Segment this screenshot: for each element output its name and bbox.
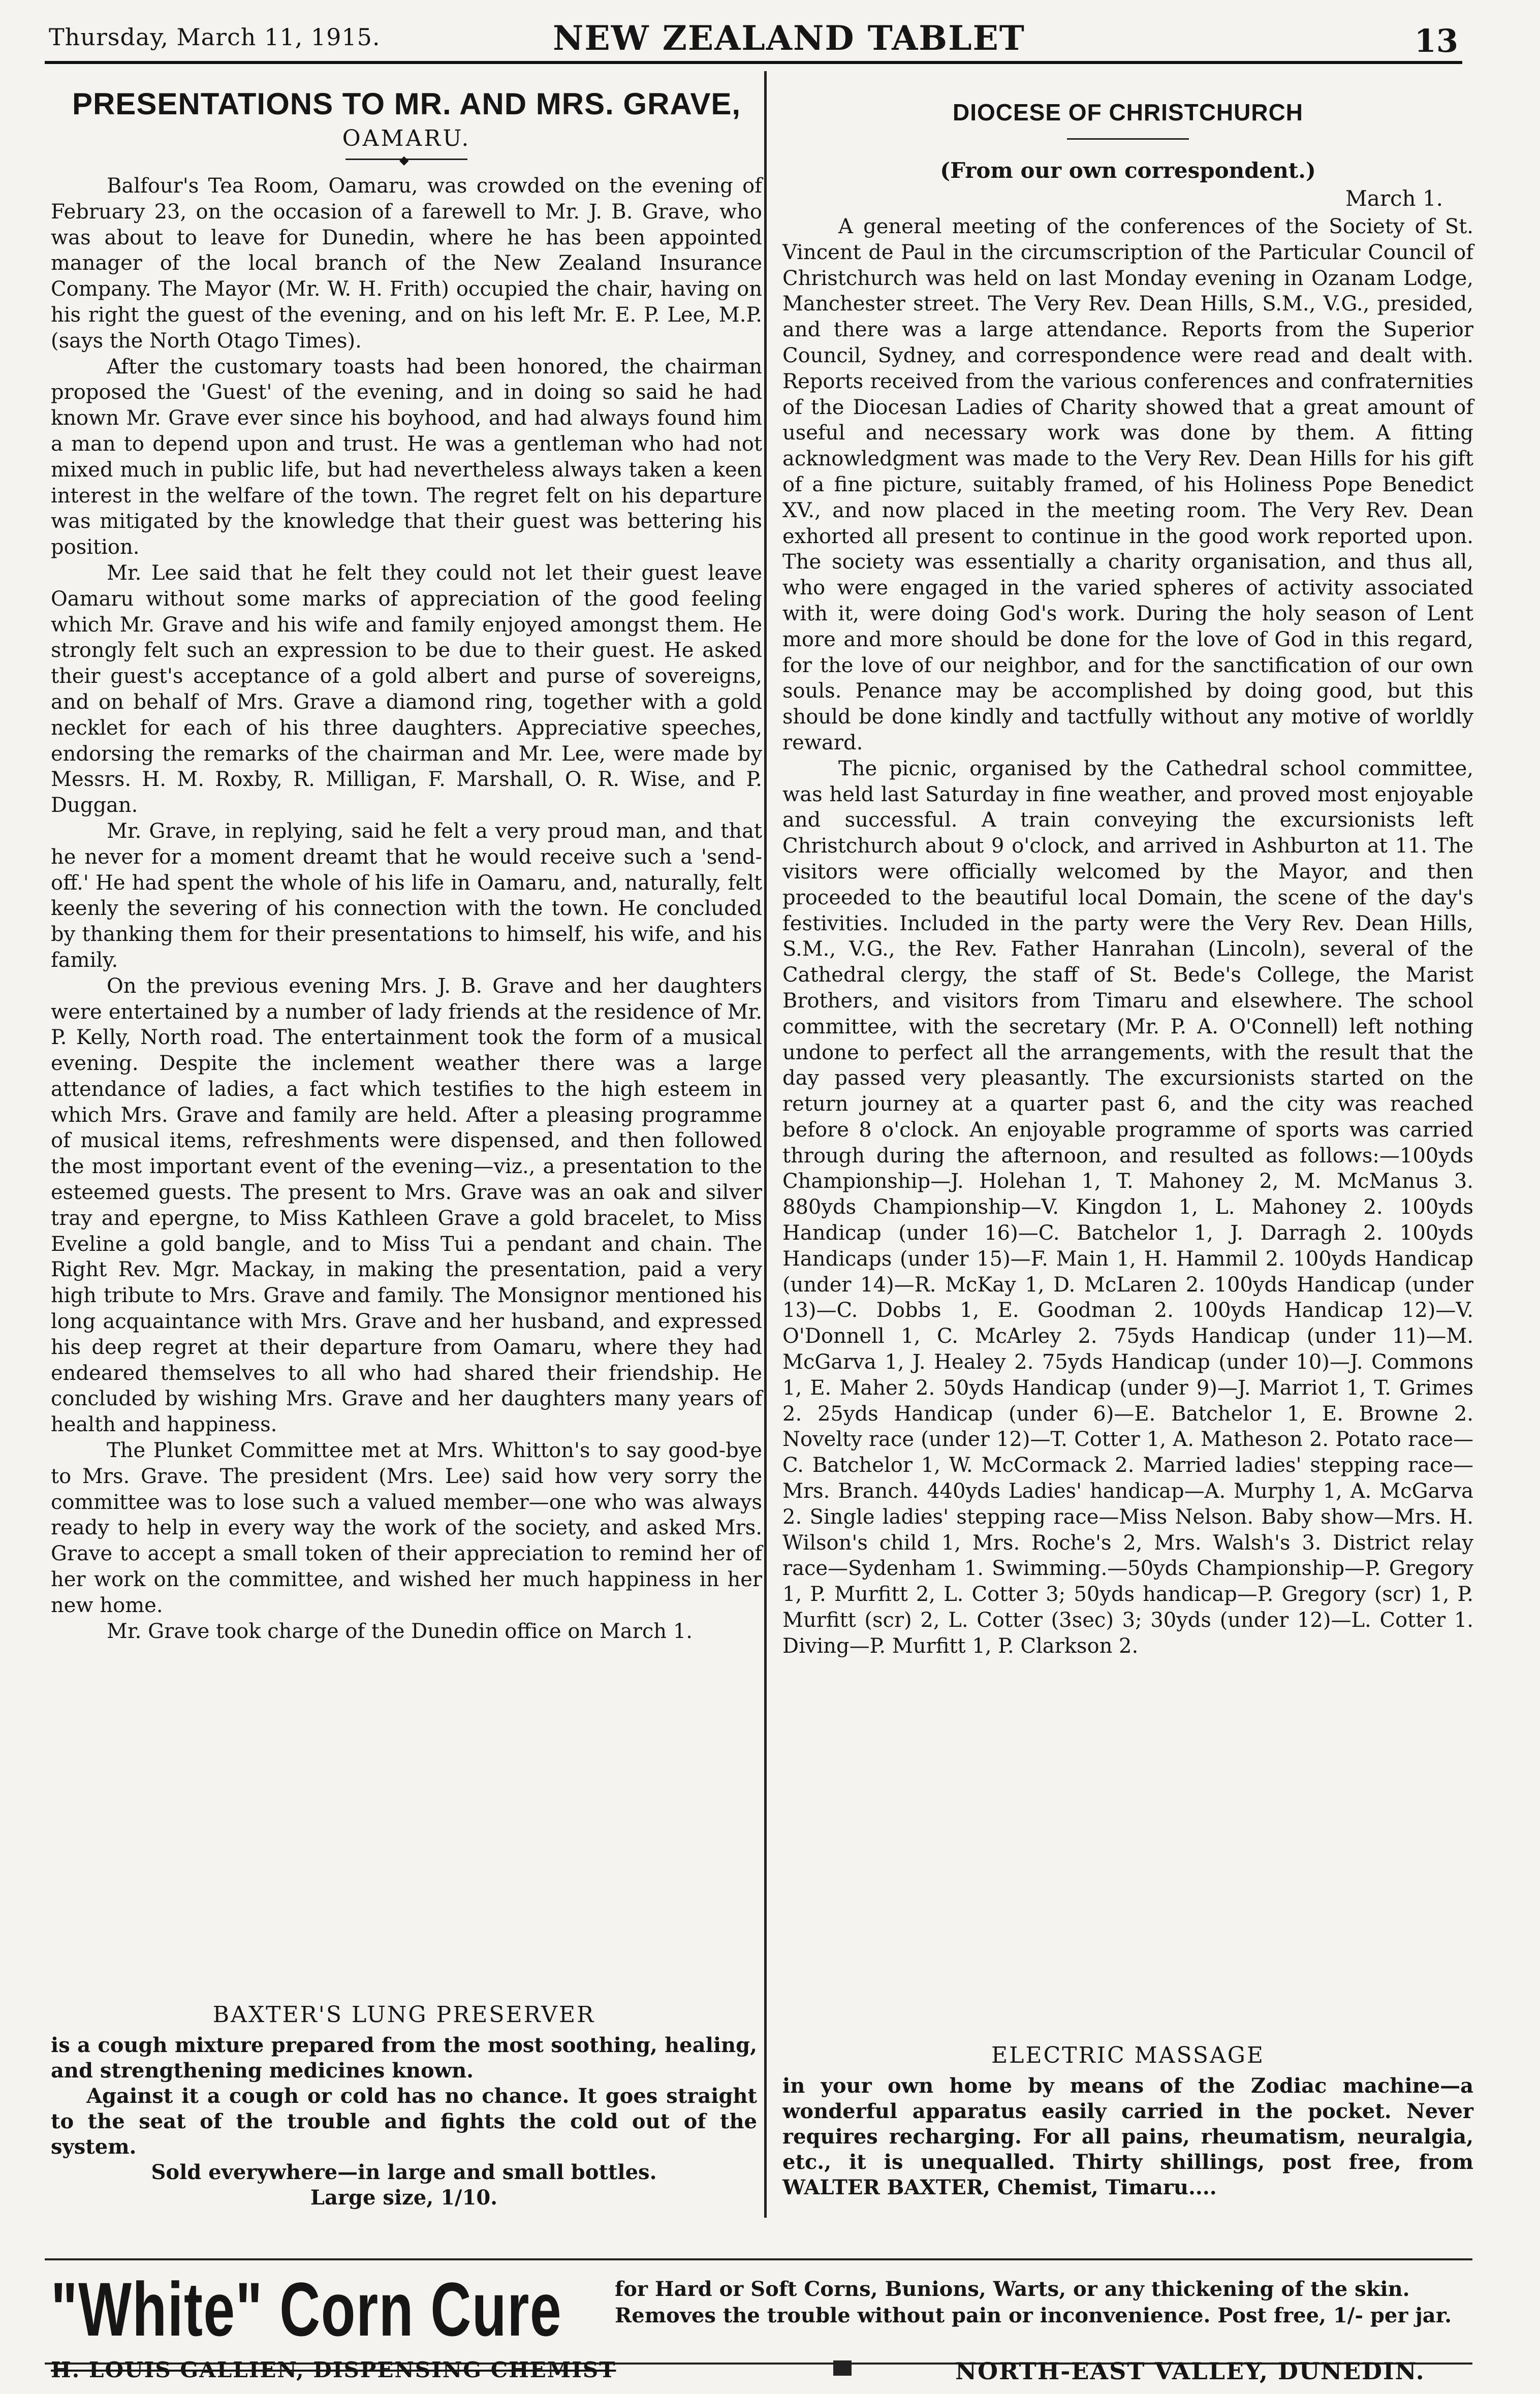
chemist-name: H. LOUIS GALLIEN, DISPENSING CHEMIST — [51, 2357, 616, 2382]
paragraph: After the customary toasts had been honored, the chairman proposed the 'Guest' of the evening, and in doing so said he had known Mr. Grave ever since his boyhood, and had always found him a man to depend upon and trust. He was a gentleman who had not mixed much in public life, but had nevertheless always taken a keen interest in the welfare of the town. The regret felt on his departure was mitigated by the knowledge that their guest was bettering his position. — [51, 355, 762, 559]
article-headline: PRESENTATIONS TO MR. AND MRS. GRAVE, — [72, 87, 741, 121]
ad-text: Sold everywhere—in large and small bottles. — [151, 2160, 657, 2184]
header-date: Thursday, March 11, 1915. — [49, 23, 381, 51]
column-divider — [764, 71, 767, 2218]
right-column — [782, 81, 1473, 1659]
ad-title: ELECTRIC MASSAGE — [991, 2042, 1265, 2068]
paragraph: The Plunket Committee met at Mrs. Whitton's to say good-bye to Mrs. Grave. The president (Mrs. Lee) said how very sorry the committee was to lose such a valued member—one who was always ready to help in every way the work of the society, and asked Mrs. Grave to accept a small token of their appreciation to remind her of her work on the committee, and wished her much happiness in her new home. — [51, 1439, 762, 1617]
corn-cure-title: "White" Corn Cure — [51, 2266, 562, 2352]
ad-title: BAXTER'S LUNG PRESERVER — [212, 2002, 595, 2028]
paragraph: Mr. Grave, in replying, said he felt a very proud man, and that he never for a moment dreamt that he would receive such a 'send-off.' He had spent the whole of his life in Oamaru, and, naturally, felt keenly the severing of his connection with the town. He concluded by thanking them for their presentations to himself, his wife, and his family. — [51, 819, 762, 972]
diamond-ornament-icon: ◆ — [399, 153, 409, 167]
paragraph: On the previous evening Mrs. J. B. Grave and her daughters were entertained by a number of lady friends at the residence of Mr. P. Kelly, North road. The entertainment took the form of a musical evening. Despite the inclement weather there was a large attendance of ladies, a fact which testifies to the high esteem in which Mrs. Grave and family are held. After a pleasing programme of musical items, refreshments were dispensed, and then followed the most important event of the evening—viz., a presentation to the esteemed guests. The present to Mrs. Grave was an oak and silver tray and epergne, to Miss Kathleen Grave a gold bracelet, to Miss Eveline a gold bangle, and to Miss Tui a pendant and chain. The Right Rev. Mgr. Mackay, in making the presentation, paid a very high tribute to Mrs. Grave and family. The Monsignor mentioned his long acquaintance with Mrs. Grave and her husband, and expressed his deep regret at their departure from Oamaru, where they had endeared themselves to all who had shared their friendship. He concluded by wishing Mrs. Grave and her daughters many years of health and happiness. — [51, 974, 762, 1437]
byline: (From our own correspondent.) — [940, 158, 1316, 183]
article-subhead: OAMARU. — [342, 125, 471, 151]
corn-cure-text: for Hard or Soft Corns, Bunions, Warts, or any thickening of the skin. Removes the trouble without pain or inconvenience. Post free, 1/- per jar. — [615, 2277, 1452, 2327]
divider — [45, 2258, 1472, 2260]
dateline: March 1. — [1345, 186, 1443, 211]
article-headline: DIOCESE OF CHRISTCHURCH — [952, 99, 1304, 125]
divider — [1067, 138, 1189, 140]
ornament-divider — [345, 153, 467, 167]
paragraph: The picnic, organised by the Cathedral school committee, was held last Saturday in fine weather, and proved most enjoyable and successful. A train conveying the excursionists left Christchurch about 9 o'clock, and arrived in Ashburton at 11. The visitors were officially welcomed by the Mayor, and then proceeded to the beautiful local Domain, the scene of the day's festivities. Included in the party were the Very Rev. Dean Hills, S.M., V.G., the Rev. Father Hanrahan (Lincoln), several of the Cathedral clergy, the staff of St. Bede's College, the Marist Brothers, and visitors from Timaru and elsewhere. The school committee, with the secretary (Mr. P. A. O'Connell) left nothing undone to perfect all the arrangements, with the result that the day passed very pleasantly. The excursionists started on the return journey at a quarter past 6, and the city was reached before 8 o'clock. An enjoyable programme of sports was carried through during the afternoon, and resulted as follows:—100yds Championship—J. Holehan 1, T. Mahoney 2, M. McManus 3. 880yds Championship—V. Kingdon 1, L. Mahoney 2. 100yds Handicap (under 16)—C. Batchelor 1, J. Darragh 2. 100yds Handicaps (under 15)—F. Main 1, H. Hammil 2. 100yds Handicap (under 14)—R. McKay 1, D. McLaren 2. 100yds Handicap (under 13)—C. Dobbs 1, E. Goodman 2. 100yds Handicap 12)—V. O'Donnell 1, C. McArley 2. 75yds Handicap (under 11)—M. McGarva 1, J. Healey 2. 75yds Handicap (under 10)—J. Commons 1, E. Maher 2. 50yds Handicap (under 9)—J. Marriot 1, T. Grimes 2. 25yds Handicap (under 6)—E. Batchelor 1, E. Browne 2. Novelty race (under 12)—T. Cotter 1, A. Matheson 2. Potato race—C. Batchelor 1, W. McCormack 2. Married ladies' stepping race—Mrs. Branch. 440yds Ladies' handicap—A. Murphy 1, A. McGarva 2. Single ladies' stepping race—Miss Nelson. Baby show—Mrs. H. Wilson's child 1, Mrs. Roche's 2, Mrs. Walsh's 3. District relay race—Sydenham 1. Swimming.—50yds Championship—P. Gregory 1, P. Murfitt 2, L. Cotter 3; 50yds handicap—P. Gregory (scr) 1, P. Murfitt (scr) 2, L. Cotter (3sec) 3; 30yds (under 12)—L. Cotter 1. Diving—P. Murfitt 1, P. Clarkson 2. — [782, 757, 1473, 1658]
ad-text: in your own home by means of the Zodiac machine—a wonderful apparatus easily carried in the pocket. Never requires recharging. For all pains, rheumatism, neuralgia, etc., it is unequalled. Thirty shillings, post free, from WALTER BAXTER, Chemist, Timaru.... — [782, 2074, 1473, 2199]
left-column — [51, 81, 762, 1644]
printer-mark-icon — [833, 2360, 852, 2376]
paragraph: Balfour's Tea Room, Oamaru, was crowded on the evening of February 23, on the occasion of a farewell to Mr. J. B. Grave, who was about to leave for Dunedin, where he has been appointed manager of the local branch of the New Zealand Insurance Company. The Mayor (Mr. W. H. Frith) occupied the chair, having on his right the guest of the evening, and on his left Mr. E. P. Lee, M.P. (says the North Otago Times). — [51, 174, 762, 353]
advertisement-baxter — [51, 2002, 757, 2211]
chemist-address: NORTH-EAST VALLEY, DUNEDIN. — [955, 2357, 1425, 2385]
ad-text: is a cough mixture prepared from the most soothing, healing, and strengthening medicines known. — [51, 2033, 757, 2083]
ad-price: Large size, 1/10. — [310, 2186, 498, 2210]
paragraph: A general meeting of the conferences of the Society of St. Vincent de Paul in the circumscription of the Particular Council of Christchurch was held on last Monday evening in Ozanam Lodge, Manchester street. The Very Rev. Dean Hills, S.M., V.G., presided, and there was a large attendance. Reports from the Superior Council, Sydney, and correspondence were read and dealt with. Reports received from the various conferences and confraternities of the Diocesan Ladies of Charity showed that a great amount of useful and necessary work was done by them. A fitting acknowledgment was made to the Very Rev. Dean Hills for his gift of a fine picture, suitably framed, of his Holiness Pope Benedict XV., and now placed in the meeting room. The Very Rev. Dean exhorted all present to continue in the good work reported upon. The society was essentially a charity organisation, and thus all, who were engaged in the varied spheres of activity associated with it, were doing God's work. During the holy season of Lent more and more should be done for the love of God in this regard, for the love of our neighbor, and for the sanctification of our own souls. Penance may be accomplished by doing good, but this should be done kindly and tactfully without any motive of worldly reward. — [782, 215, 1473, 754]
paragraph: Mr. Grave took charge of the Dunedin office on March 1. — [107, 1619, 693, 1643]
advertisement-massage — [782, 2042, 1473, 2200]
ad-text: Against it a cough or cold has no chance. It goes straight to the seat of the trouble and fights the cold out of the system. — [51, 2084, 757, 2159]
publication-title: NEW ZEALAND TABLET — [553, 18, 1025, 58]
paragraph: Mr. Lee said that he felt they could not let their guest leave Oamaru without some marks of appreciation of the good feeling which Mr. Grave and his wife and family enjoyed amongst them. He strongly felt such an expression to be due to their guest. He asked their guest's acceptance of a gold albert and purse of sovereigns, and on behalf of Mrs. Grave a diamond ring, together with a gold necklet for each of his three daughters. Appreciative speeches, endorsing the remarks of the chairman and Mr. Lee, were made by Messrs. H. M. Roxby, R. Milligan, F. Marshall, O. R. Wise, and P. Duggan. — [51, 561, 762, 817]
page-number: 13 — [1414, 22, 1458, 59]
page-header — [45, 20, 1462, 64]
